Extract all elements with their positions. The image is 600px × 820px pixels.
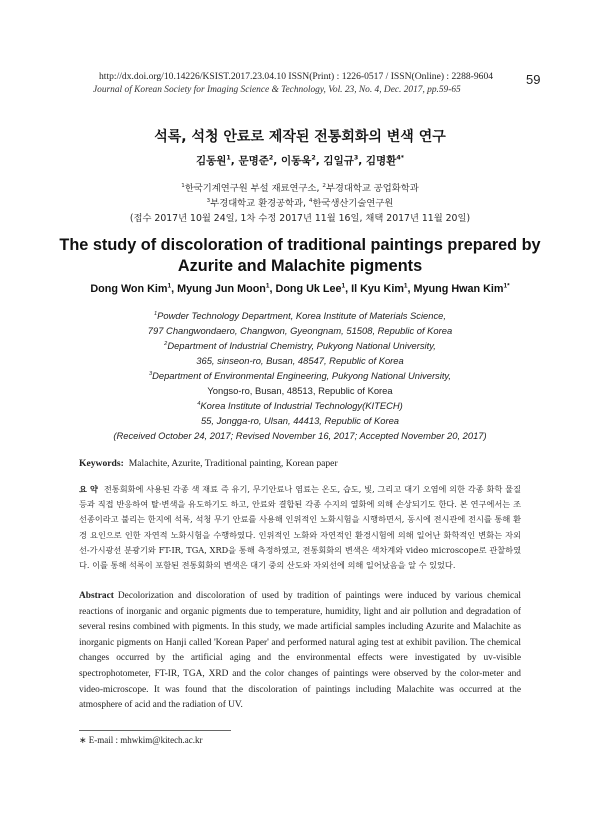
keywords-text: Malachite, Azurite, Traditional painting, Korean paper xyxy=(128,458,338,469)
author-name: 김동원 xyxy=(195,155,227,167)
author-name: Myung Hwan Kim xyxy=(413,283,504,295)
author-name: Dong Won Kim xyxy=(90,283,168,295)
author-sep: , xyxy=(345,283,352,295)
english-affiliation-line xyxy=(0,310,600,321)
aff-text: 부경대학교 환경공학과, xyxy=(210,198,309,209)
author-sup: 1 xyxy=(403,282,408,290)
english-affiliation-line xyxy=(0,385,600,396)
english-authors xyxy=(0,283,600,295)
english-received-dates xyxy=(0,430,600,441)
author-sup: 1 xyxy=(226,154,231,162)
english-title-line: Azurite and Malachite pigments xyxy=(177,257,423,275)
author-name: Il Kyu Kim xyxy=(351,283,404,295)
english-abstract-label: Abstract xyxy=(79,591,114,601)
author-sup: 1 xyxy=(167,282,172,290)
korean-title: 석록, 석청 안료로 제작된 전통회화의 변색 연구 xyxy=(154,129,446,145)
author-sup: 3 xyxy=(353,154,359,162)
korean-abstract xyxy=(79,482,521,573)
aff-sup: 4 xyxy=(197,400,201,407)
author-sep: , xyxy=(171,283,178,295)
author-name: 이동욱 xyxy=(280,155,312,167)
korean-authors: 김동원$^1$, 문명준$^2$, 이동욱$^2$, 김일규$^3$, 김명환$^{4*}$ xyxy=(195,154,405,167)
aff-text: 797 Changwondaero, Changwon, Gyeongnam, 51508, Republic of Korea xyxy=(147,325,453,336)
aff-sup: 3 xyxy=(148,370,153,377)
keywords-label: Keywords: xyxy=(79,458,124,469)
author-name: 김명환 xyxy=(365,155,397,167)
author-sep: , xyxy=(407,283,414,295)
aff-text: Department of Industrial Chemistry, Pukyong National University, xyxy=(167,340,436,351)
aff-text: Yongso-ro, Busan, 48513, Republic of Korea xyxy=(207,385,393,396)
aff-sup: 4 xyxy=(308,197,313,204)
english-title xyxy=(0,235,600,277)
korean-affiliation-line xyxy=(0,180,600,194)
author-sup: 4* xyxy=(396,154,405,162)
aff-text: 한국기계연구원 부설 재료연구소, xyxy=(184,183,323,194)
author-sup: 1* xyxy=(503,282,510,290)
aff-sup: 3 xyxy=(206,197,211,204)
english-affiliation-line xyxy=(0,400,600,411)
english-affiliation-line xyxy=(0,325,600,336)
author-sup: 1 xyxy=(341,282,346,290)
english-abstract xyxy=(79,589,521,714)
english-affiliation-line xyxy=(0,415,600,426)
author-sup: 2 xyxy=(268,154,274,162)
korean-received-dates: (접수 2017년 10월 24일, 1차 수정 2017년 11월 16일, 채택 2017년 11월 20일) xyxy=(129,213,471,224)
aff-text: 한국생산기술연구원 xyxy=(312,198,394,209)
aff-sup: 2 xyxy=(322,182,326,189)
english-title-line: The study of discoloration of traditional paintings prepared by xyxy=(59,236,541,254)
aff-sup: 1 xyxy=(153,310,158,317)
english-affiliation-line xyxy=(0,355,600,366)
korean-abstract-label: 요 약 xyxy=(79,484,98,494)
english-affiliation-line xyxy=(0,370,600,381)
aff-text: Powder Technology Department, Korea Institute of Materials Science, xyxy=(157,310,446,321)
aff-text: 부경대학교 공업화학과 xyxy=(325,183,419,194)
aff-text: (Received October 24, 2017; Revised November 16, 2017; Accepted November 20, 2017) xyxy=(113,430,487,441)
korean-affiliation-line xyxy=(0,195,600,209)
doi-issn-line[interactable]: http://dx.doi.org/10.14226/KSIST.2017.23.04.10 ISSN(Print) : 1226-0517 / ISSN(Online) : 2288-9604 xyxy=(99,71,494,82)
aff-text: Korea Institute of Industrial Technology(KITECH) xyxy=(200,400,403,411)
english-abstract-text: Decolorization and discoloration of used by tradition of paintings were induced by various chemical reactions of inorganic and organic pigments due to temperature, humidity, light and air pollution and degradation of several resins combined with pigments. In this study, we made artificial samples including Azurite and Malachite as inorganic pigments on Hanji called 'Korean Paper' and performed natural aging test at exhibit pavilion. The chemical changes occurred by the artificial aging and the environmental effects were investigated by uv-visible spectrophotometer, FT-IR, TGA, XRD and the color changes of paintings were observed by the color-meter and video-microscope. It was found that the discoloration of paintings including Malachite was occurred at the atmosphere of acid and the radiation of UV. xyxy=(79,591,521,711)
running-header xyxy=(0,71,600,105)
author-sup: 2 xyxy=(311,154,316,162)
journal-citation: Journal of Korean Society for Imaging Science & Technology, Vol. 23, No. 4, Dec. 2017, pp.59-65 xyxy=(93,85,461,95)
author-name: 문명준 xyxy=(238,155,269,167)
keywords xyxy=(79,458,338,469)
author-name: Myung Jun Moon xyxy=(177,283,266,295)
footnote-email[interactable]: ∗ E-mail : mhwkim@kitech.ac.kr xyxy=(79,735,203,745)
korean-abstract-text: 전통회화에 사용된 각종 색 재료 즉 유기, 무기안료나 염료는 온도, 습도, 빛, 그리고 대기 오염에 의한 각종 화학 물질 등과 직접 반응하여 탈·변색을 유도하기도 하고, 안료와 결합된 각종 수지의 열화에 의해 손상되기도 한다. 본 연구에서는 조선종이라고 불리는 한지에 석록, 석청 무기 안료를 사용해 인위적인 노화시험을 시행하면서, 동시에 전시관에 전시를 통해 환경 요인으로 인한 자연적 노화시험을 수행하였다. 인위적인 노화와 자연적인 환경시험에 의해 일어난 화학적인 변화는 자외선-가시광선 분광기와 FT-IR, TGA, XRD을 통해 측정하였고, 전통회화의 변색은 색차계와 video microscope로 관찰하였다. 이를 통해 석록이 포함된 전통회화의 변색은 대기 중의 산도와 자외선에 의해 일어났음을 알 수 있었다. xyxy=(79,484,521,571)
author-name: Dong Uk Lee xyxy=(275,283,342,295)
author-name: 김일규 xyxy=(323,155,354,167)
aff-text: 55, Jongga-ro, Ulsan, 44413, Republic of Korea xyxy=(200,415,400,426)
english-affiliation-line xyxy=(0,340,600,351)
author-sep: , xyxy=(269,283,276,295)
author-sup: 1 xyxy=(265,282,270,290)
aff-text: Department of Environmental Engineering, Pukyong National University, xyxy=(152,370,452,381)
page-number: 59 xyxy=(526,72,541,87)
footnote-divider xyxy=(79,730,231,731)
aff-text: 365, sinseon-ro, Busan, 48547, Republic of Korea xyxy=(196,355,404,366)
aff-sup: 1 xyxy=(181,182,185,189)
aff-sup: 2 xyxy=(164,340,168,347)
